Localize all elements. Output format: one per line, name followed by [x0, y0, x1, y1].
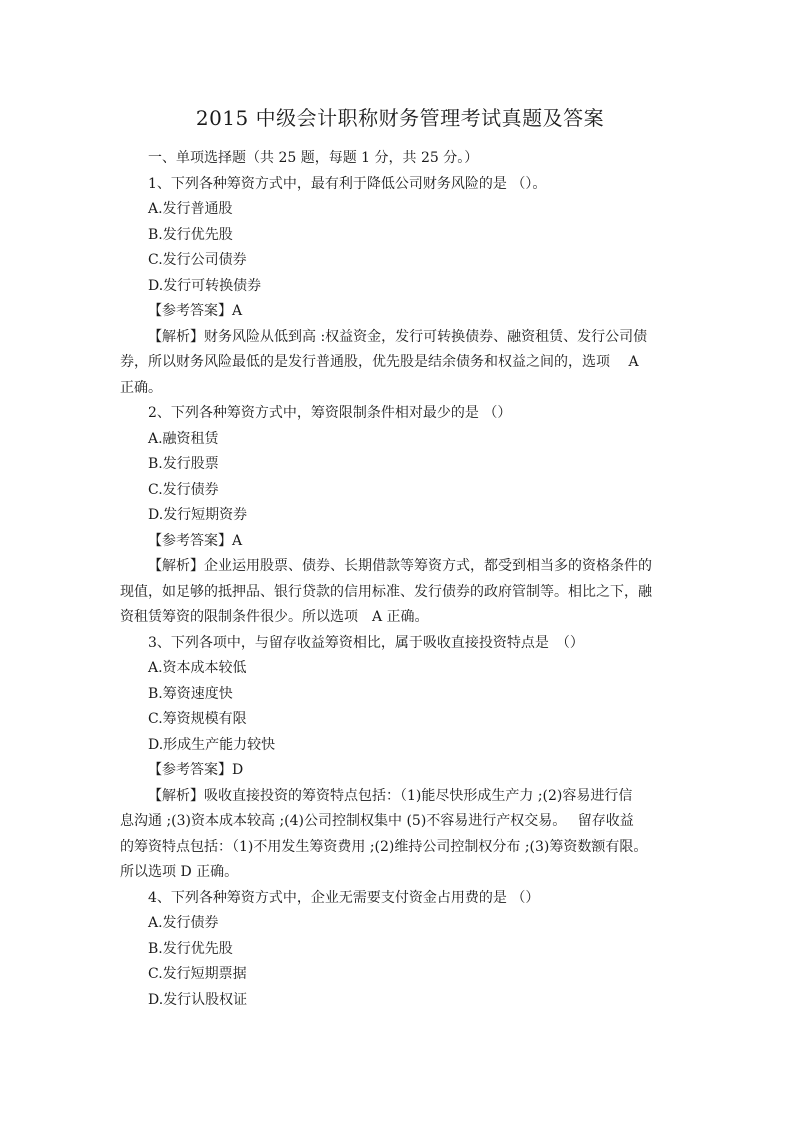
document-title: 2015 中级会计职称财务管理考试真题及答案 [195, 106, 605, 130]
analysis-line: 【解析】吸收直接投资的筹资特点包括：（1)能尽快形成生产力 ;(2)容易进行信 [148, 787, 633, 804]
analysis-line: 的筹资特点包括：（1)不用发生筹资费用 ;(2)维持公司控制权分布 ;(3)筹资数额有限。 [120, 838, 648, 855]
option-c: C.筹资规模有限 [148, 711, 247, 727]
analysis-line: 资租赁筹资的限制条件很少。所以选项 A 正确。 [120, 609, 429, 625]
question-2 [120, 401, 680, 631]
reference-answer: 【参考答案】A [148, 303, 243, 319]
option-c: C.发行债券 [148, 481, 219, 498]
option-c: C.发行短期票据 [148, 966, 247, 982]
analysis-line: 正确。 [120, 379, 162, 396]
question-4 [120, 886, 680, 1014]
analysis-line: 券，所以财务风险最低的是发行普通股，优先股是结余债务和权益之间的，选项 A [120, 354, 639, 370]
option-a: A.资本成本较低 [148, 660, 247, 676]
option-b: B.发行股票 [148, 456, 219, 472]
analysis-line: 现值，如足够的抵押品、银行贷款的信用标准、发行债券的政府管制等。相比之下，融 [120, 583, 652, 600]
document-page [120, 104, 680, 1013]
question-1 [120, 172, 680, 402]
section-heading: 一、单项选择题（共 25 题，每题 1 分，共 25 分。） [148, 150, 479, 166]
option-d: D.发行可转换债券 [148, 277, 262, 294]
analysis-line: 息沟通 ;(3)资本成本较高 ;(4)公司控制权集中 (5)不容易进行产权交易。 留存收益 [120, 813, 634, 829]
option-a: A.融资租赁 [148, 430, 219, 447]
option-a: A.发行普通股 [148, 201, 233, 217]
analysis-line: 【解析】财务风险从低到高 :权益资金，发行可转换债券、融资租赁、发行公司债 [148, 328, 648, 345]
option-b: B.筹资速度快 [148, 685, 233, 702]
question-stem: 4、下列各种筹资方式中，企业无需要支付资金占用费的是 （） [148, 889, 540, 906]
option-b: B.发行优先股 [148, 226, 233, 243]
option-d: D.形成生产能力较快 [148, 736, 276, 753]
question-3 [120, 631, 680, 886]
reference-answer: 【参考答案】A [148, 532, 243, 549]
analysis-line: 所以选项 D 正确。 [120, 864, 239, 880]
analysis-line: 【解析】企业运用股票、债券、长期借款等筹资方式，都受到相当多的资格条件的 [148, 558, 652, 574]
option-c: C.发行公司债券 [148, 252, 247, 268]
question-stem: 1、下列各种筹资方式中，最有利于降低公司财务风险的是 （）。 [148, 175, 547, 192]
option-a: A.发行债券 [148, 915, 219, 931]
option-b: B.发行优先股 [148, 940, 233, 957]
reference-answer: 【参考答案】D [148, 762, 244, 778]
option-d: D.发行认股权证 [148, 991, 248, 1008]
option-d: D.发行短期资券 [148, 507, 248, 523]
question-stem: 3、下列各项中，与留存收益筹资相比，属于吸收直接投资特点是 （） [148, 634, 584, 651]
question-stem: 2、下列各种筹资方式中，筹资限制条件相对最少的是 （） [148, 405, 512, 421]
